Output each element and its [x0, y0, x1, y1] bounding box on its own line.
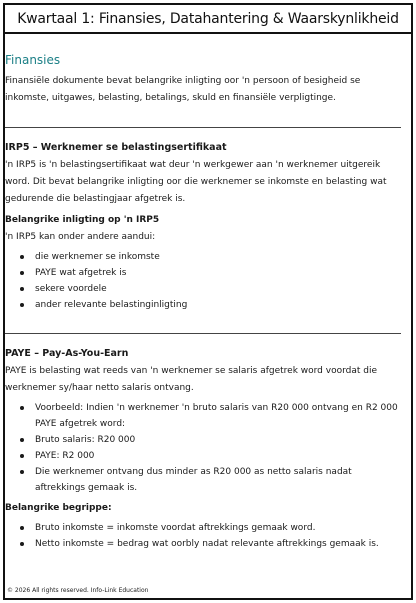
list-item: Bruto salaris: R20 000 — [35, 432, 401, 448]
section-divider — [5, 333, 401, 334]
list-item: PAYE: R2 000 — [35, 448, 401, 464]
irp5-lead: 'n IRP5 kan onder andere aandui: — [5, 232, 156, 242]
irp5-subheading: Belangrike inligting op 'n IRP5 — [5, 215, 160, 225]
list-item: die werknemer se inkomste — [35, 249, 401, 265]
paye-list — [5, 400, 401, 496]
list-item: Voorbeeld: Indien 'n werknemer 'n bruto salaris van R20 000 ontvang en R2 000 PAYE afgetrek word: — [35, 400, 401, 432]
irp5-list — [5, 249, 401, 313]
document-body — [5, 53, 401, 552]
title-bar — [5, 5, 411, 34]
page-title: Kwartaal 1: Finansies, Datahantering & Waarskynlikheid — [17, 10, 399, 27]
irp5-heading: IRP5 – Werknemer se belastingsertifikaat — [5, 142, 227, 153]
terms-list — [5, 520, 401, 552]
list-item: Netto inkomste = bedrag wat oorbly nadat relevante aftrekkings gemaak is. — [35, 536, 401, 552]
list-item: Die werknemer ontvang dus minder as R20 000 as netto salaris nadat aftrekkings gemaak is. — [35, 464, 401, 496]
list-item: sekere voordele — [35, 281, 401, 297]
terms-heading: Belangrike begrippe: — [5, 503, 112, 513]
copyright-footer: © 2026 All rights reserved. Info-Link Education — [7, 587, 149, 594]
paye-heading: PAYE – Pay-As-You-Earn — [5, 348, 129, 359]
list-item: PAYE wat afgetrek is — [35, 265, 401, 281]
paye-body: PAYE is belasting wat reeds van 'n werknemer se salaris afgetrek word voordat die werknemer sy/haar netto salaris ontvang. — [5, 366, 377, 393]
finansies-heading: Finansies — [5, 53, 61, 67]
irp5-body: 'n IRP5 is 'n belastingsertifikaat wat deur 'n werkgewer aan 'n werknemer uitgereik word. Dit bevat belangrike inligting oor die werknemer se inkomste en belasting wat gedurende die belastingjaar afgetrek is. — [5, 160, 387, 204]
list-item: Bruto inkomste = inkomste voordat aftrekkings gemaak word. — [35, 520, 401, 536]
list-item: ander relevante belastinginligting — [35, 297, 401, 313]
finansies-intro: Finansiële dokumente bevat belangrike inligting oor 'n persoon of besigheid se inkomste, uitgawes, belasting, betalings, skuld en finansiële verpligtinge. — [5, 76, 361, 103]
section-divider — [5, 127, 401, 128]
